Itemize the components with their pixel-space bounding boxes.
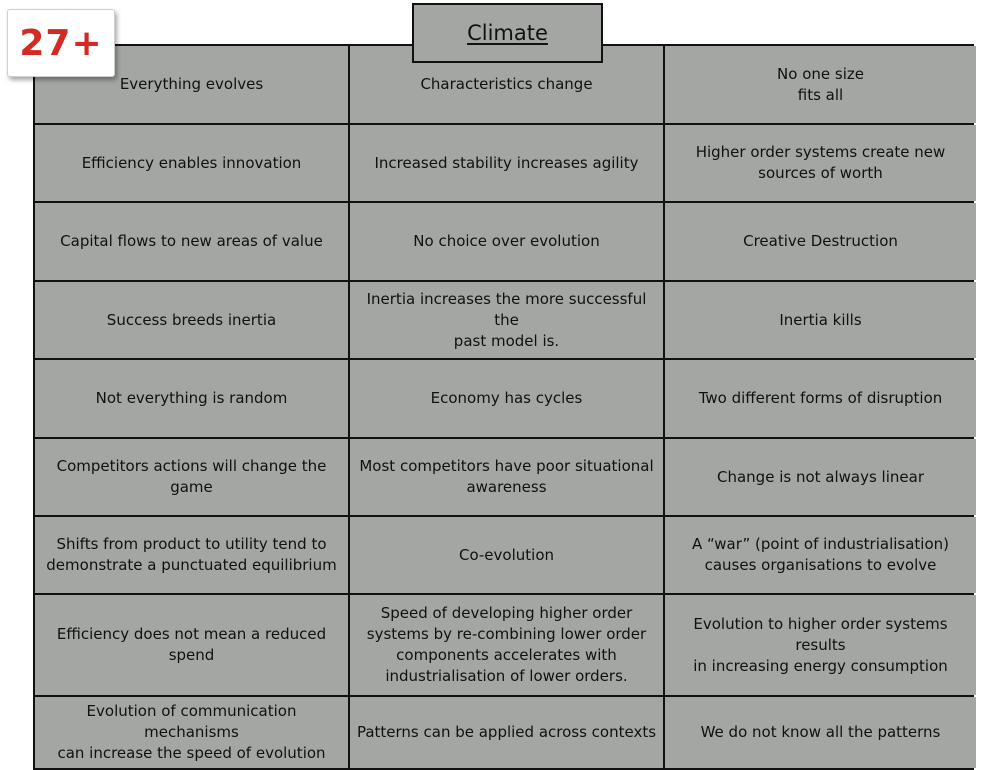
- table-cell: Co-evolution: [350, 517, 663, 593]
- table-cell: Change is not always linear: [665, 439, 976, 515]
- table-cell: Efficiency does not mean a reduced spend: [35, 595, 348, 695]
- table-cell: Inertia kills: [665, 282, 976, 358]
- table-cell: Increased stability increases agility: [350, 125, 663, 201]
- table-cell: Not everything is random: [35, 360, 348, 437]
- table-cell: Efficiency enables innovation: [35, 125, 348, 201]
- title-box: [412, 3, 603, 63]
- table-cell: Patterns can be applied across contexts: [350, 697, 663, 768]
- table-cell: Success breeds inertia: [35, 282, 348, 358]
- table-cell: Shifts from product to utility tend to demonstrate a punctuated equilibrium: [35, 517, 348, 593]
- table-cell: Competitors actions will change the game: [35, 439, 348, 515]
- age-badge: [7, 9, 115, 77]
- table-cell: No one size fits all: [665, 46, 976, 123]
- table-cell: Most competitors have poor situational awareness: [350, 439, 663, 515]
- table-cell: Creative Destruction: [665, 203, 976, 280]
- badge-text: 27+: [19, 22, 103, 64]
- table-cell: Evolution of communication mechanisms can increase the speed of evolution: [35, 697, 348, 768]
- table-cell: No choice over evolution: [350, 203, 663, 280]
- table-cell: Inertia increases the more successful the past model is.: [350, 282, 663, 358]
- table-cell: Economy has cycles: [350, 360, 663, 437]
- table-cell: A “war” (point of industrialisation) causes organisations to evolve: [665, 517, 976, 593]
- table-cell: Two different forms of disruption: [665, 360, 976, 437]
- table-cell: Characteristics change: [350, 46, 663, 123]
- table-cell: Higher order systems create new sources of worth: [665, 125, 976, 201]
- page-title: Climate: [467, 21, 548, 45]
- table-cell: We do not know all the patterns: [665, 697, 976, 768]
- table-cell: Capital flows to new areas of value: [35, 203, 348, 280]
- table-cell: Evolution to higher order systems results in increasing energy consumption: [665, 595, 976, 695]
- table-cell: Speed of developing higher order systems by re-combining lower order components accelerates with industrialisation of lower orders.: [350, 595, 663, 695]
- table-cell: Everything evolves: [35, 46, 348, 123]
- climate-table: [33, 44, 974, 770]
